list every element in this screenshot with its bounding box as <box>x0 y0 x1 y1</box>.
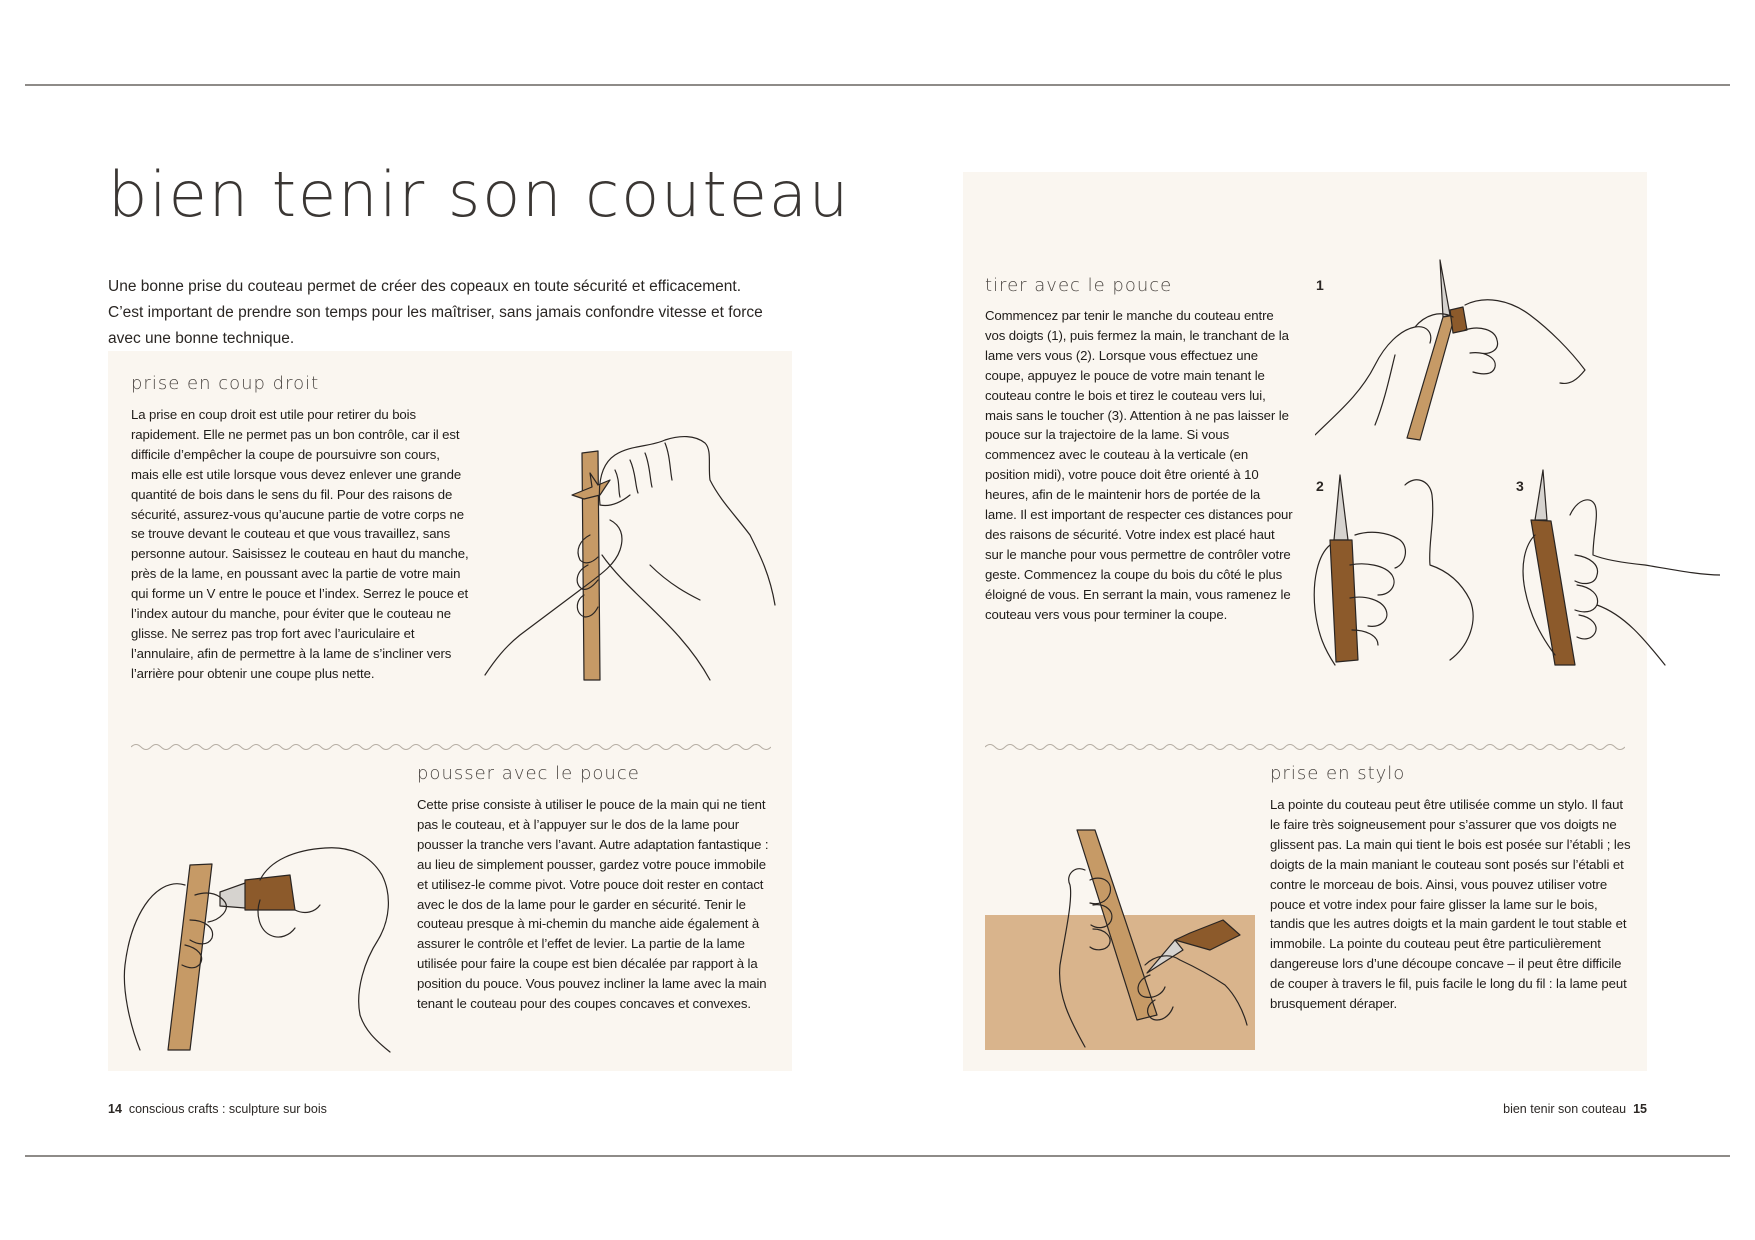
section-text-pousser: Cette prise consiste à utiliser le pouce de la main qui ne tient pas le couteau, et à l’appuyer sur le dos de la lame pour pousser la tranche vers l’avant. Autre adaptation fantastique : au lieu de simplement pousser, gardez votre pouce immobile et utilisez-le comme pivot. Votre pouce doit rester en contact avec le dos de la lame pour le garder en sécurité. Tenir le couteau presque à mi-chemin du manche aide également à assurer le contrôle et l’effet de levier. La partie de la lame utilisée pour faire la coupe est bien décalée par rapport à la position du pouce. Vous pouvez incliner la lame avec la main tenant le couteau pour des coupes concaves et convexes. <box>417 797 769 1012</box>
section-title-tirer: tirer avec le pouce <box>985 275 1173 296</box>
intro-paragraph: Une bonne prise du couteau permet de créer des copeaux en toute sécurité et efficacement. C’est important de prendre son temps pour les maîtriser, sans jamais confondre vitesse et force avec une bonne technique. <box>108 278 763 347</box>
footer-right <box>1503 1102 1647 1116</box>
bottom-rule <box>25 1155 1730 1157</box>
figure-number-3: 3 <box>1516 478 1524 494</box>
section-text-stylo: La pointe du couteau peut être utilisée comme un stylo. Il faut le faire très soigneusement pour s’assurer que vos doigts ne glissent pas. La main qui tient le bois est posée sur l’établi ; les doigts de la main maniant le couteau sont posés sur l’établi et contre le morceau de bois. Ainsi, vous pouvez utiliser votre pouce et votre index pour faire glisser la lame sur le bois, tandis que les autres doigts et la main gardent le tout stable et immobile. La pointe du couteau peut être particulièrement dangereuse lors d’une découpe concave – il peut être difficile de couper à travers le fil, puis facile le long du fil : la lame peut brusquement déraper. <box>1270 797 1631 1012</box>
illustration-tirer-1 <box>1315 255 1595 445</box>
page-number-right: 15 <box>1633 1102 1647 1116</box>
figure-number-2: 2 <box>1316 478 1324 494</box>
footer-left-text: conscious crafts : sculpture sur bois <box>128 1102 327 1116</box>
figure-number-1: 1 <box>1316 277 1324 293</box>
illustration-tirer-2 <box>1310 470 1485 670</box>
section-title-coup-droit: prise en coup droit <box>131 373 320 394</box>
page-title: bien tenir son couteau <box>108 158 851 231</box>
illustration-pousser <box>120 840 410 1055</box>
page-number-left: 14 <box>108 1102 122 1116</box>
divider-right <box>985 742 1625 752</box>
section-text-coup-droit: La prise en coup droit est utile pour retirer du bois rapidement. Elle ne permet pas un bon contrôle, car il est difficile d’empêcher la coupe de poursuivre son cours, mais elle est utile lorsque vous devez enlever une grande quantité de bois dans le sens du fil. Pour des raisons de sécurité, assurez-vous qu’aucune partie de votre corps ne se trouve devant le couteau et que vous travaillez, sans personne autour. Saisissez le couteau en haut du manche, près de la lame, en poussant avec la partie de votre main qui forme un V entre le pouce et l’index. Serrez le pouce et l’index autour du manche, pour éviter que le couteau ne glisse. Ne serrez pas trop fort avec l’auriculaire et l’annulaire, afin de permettre à la lame de s’incliner vers l’arrière pour obtenir une coupe plus nette. <box>131 407 469 681</box>
divider-left <box>131 742 771 752</box>
section-title-stylo: prise en stylo <box>1270 763 1406 784</box>
footer-left <box>108 1102 327 1116</box>
illustration-coup-droit <box>480 425 780 685</box>
illustration-stylo <box>985 825 1255 1050</box>
top-rule <box>25 84 1730 86</box>
footer-right-text: bien tenir son couteau <box>1503 1102 1627 1116</box>
illustration-tirer-3 <box>1515 465 1720 680</box>
section-text-tirer: Commencez par tenir le manche du couteau entre vos doigts (1), puis fermez la main, le tranchant de la lame vers vous (2). Lorsque vous effectuez une coupe, appuyez le pouce de votre main tenant le couteau contre le bois et tirez le couteau vers lui, mais sans le toucher (3). Attention à ne pas laisser le pouce sur la trajectoire de la lame. Si vous commencez avec le couteau à la verticale (en position midi), votre pouce doit être orienté à 10 heures, afin de le maintenir hors de portée de la lame. Il est important de respecter ces distances pour des raisons de sécurité. Votre index est placé haut sur le manche pour vous permettre de contrôler votre geste. Commencez la coupe du bois du côté le plus éloigné de vous. En serrant la main, vous ramenez le couteau vers vous pour terminer la coupe. <box>985 308 1293 622</box>
section-title-pousser: pousser avec le pouce <box>417 763 640 784</box>
